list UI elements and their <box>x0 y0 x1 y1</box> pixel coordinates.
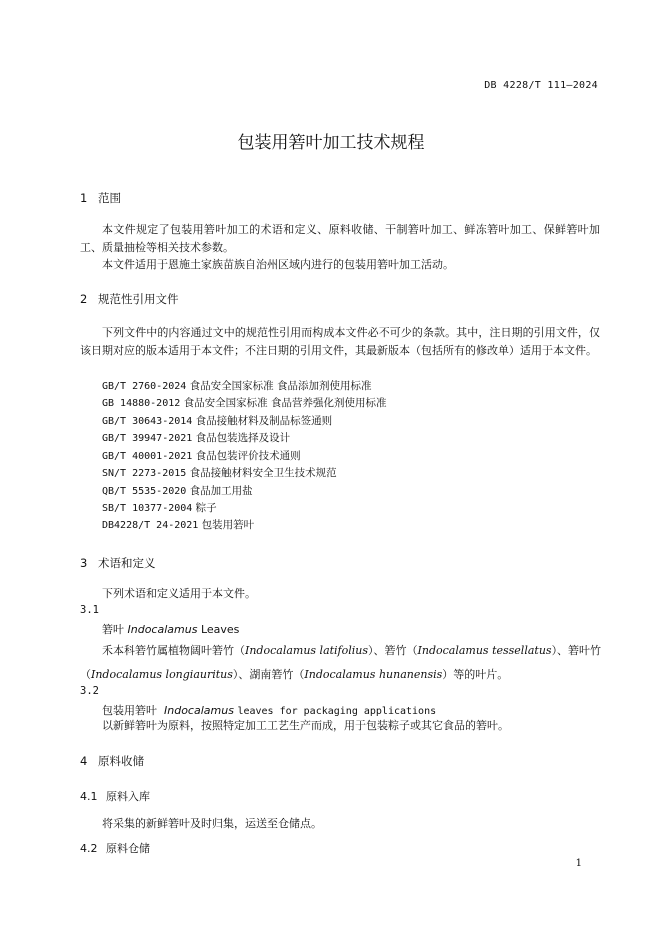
reference-item <box>102 517 254 532</box>
section-title: 术语和定义 <box>98 556 156 570</box>
definition-text: （ <box>80 668 91 681</box>
definition-text: ）、箬叶竹 <box>551 644 602 657</box>
section-number: 2 <box>80 292 88 306</box>
section-1-paragraph-2: 本文件适用于恩施土家族苗族自治州区域内进行的包装用箬叶加工活动。 <box>102 258 454 271</box>
reference-item <box>102 483 253 498</box>
term-latin: Indocalamus <box>164 704 234 717</box>
reference-item <box>102 500 217 515</box>
reference-title: 食品安全国家标准 食品添加剂使用标准 <box>189 380 372 392</box>
reference-code: GB/T 2760-2024 <box>102 381 187 392</box>
term-english: leaves for packaging applications <box>237 706 437 717</box>
subsection-4-2-heading <box>80 840 150 856</box>
section-number: 4 <box>80 754 88 768</box>
reference-item <box>102 378 371 393</box>
term-heading <box>102 621 239 637</box>
term-chinese: 包装用箬叶 <box>102 704 157 717</box>
subsection-4-1-heading <box>80 788 150 804</box>
reference-title: 食品包装选择及设计 <box>195 432 291 444</box>
reference-title: 食品加工用盐 <box>189 485 253 497</box>
page-number: 1 <box>575 858 582 869</box>
species-name: Indocalamus latifolius <box>245 644 369 657</box>
section-3-heading <box>80 555 156 571</box>
section-number: 1 <box>80 191 88 205</box>
section-2-paragraph: 下列文件中的内容通过文中的规范性引用而构成本文件必不可少的条款。其中，注日期的引用文件，仅该日期对应的版本适用于本文件；不注日期的引用文件，其最新版本（包括所有的修改单）适用于本文件。 <box>80 326 600 357</box>
reference-item <box>102 395 386 410</box>
section-title: 范围 <box>98 191 121 205</box>
section-3-intro: 下列术语和定义适用于本文件。 <box>102 587 256 600</box>
reference-code: SB/T 10377-2004 <box>102 503 193 514</box>
reference-code: DB4228/T 24-2021 <box>102 520 199 531</box>
document-number: DB 4228/T 111—2024 <box>484 80 598 91</box>
section-2-heading <box>80 291 179 307</box>
reference-code: GB/T 40001-2021 <box>102 451 193 462</box>
subsection-number: 4.1 <box>80 790 98 803</box>
reference-code: SN/T 2273-2015 <box>102 468 187 479</box>
section-4-heading <box>80 753 144 769</box>
page-title: 包装用箬叶加工技术规程 <box>237 133 425 153</box>
term-definition: 以新鲜箬叶为原料，按照特定加工工艺生产而成，用于包装粽子或其它食品的箬叶。 <box>102 719 509 732</box>
subsection-title: 原料入库 <box>106 790 150 803</box>
reference-title: 粽子 <box>195 502 217 514</box>
definition-text: ）、湖南箬竹（ <box>232 668 305 681</box>
reference-item <box>102 448 301 463</box>
subsection-number: 4.2 <box>80 842 98 855</box>
reference-code: GB/T 30643-2014 <box>102 416 193 427</box>
reference-title: 食品安全国家标准 食品营养强化剂使用标准 <box>183 397 387 409</box>
subsection-4-1-text: 将采集的新鲜箬叶及时归集，运送至仓储点。 <box>102 817 322 830</box>
species-name: Indocalamus hunanensis <box>304 668 443 681</box>
reference-title: 食品包装评价技术通则 <box>195 450 301 462</box>
subsection-title: 原料仓储 <box>106 842 150 855</box>
term-definition-line-2 <box>80 666 508 683</box>
reference-code: QB/T 5535-2020 <box>102 486 187 497</box>
definition-text: ）等的叶片。 <box>442 668 509 681</box>
reference-title: 包装用箬叶 <box>201 519 255 531</box>
reference-item <box>102 430 290 445</box>
term-chinese: 箬叶 <box>102 623 124 636</box>
reference-code: GB 14880-2012 <box>102 398 181 409</box>
section-1-heading <box>80 190 121 206</box>
species-name: Indocalamus tessellatus <box>417 644 552 657</box>
reference-title: 食品接触材料及制品标签通则 <box>195 415 333 427</box>
section-1-paragraph-1: 本文件规定了包装用箬叶加工的术语和定义、原料收储、干制箬叶加工、鲜冻箬叶加工、保鲜箬叶加工、质量抽检等相关技术参数。 <box>80 223 600 254</box>
term-latin: Indocalamus <box>127 623 198 636</box>
term-english: Leaves <box>200 623 240 636</box>
reference-code: GB/T 39947-2021 <box>102 433 193 444</box>
section-title: 原料收储 <box>98 754 144 768</box>
species-name: Indocalamus longiauritus <box>91 668 233 681</box>
section-number: 3 <box>80 556 88 570</box>
term-number: 3.2 <box>80 685 99 697</box>
reference-title: 食品接触材料安全卫生技术规范 <box>189 467 337 479</box>
definition-text: 禾本科箬竹属植物阔叶箬竹（ <box>102 644 245 657</box>
term-definition-line-1 <box>102 642 601 659</box>
term-heading <box>102 702 436 718</box>
term-number: 3.1 <box>80 604 99 616</box>
definition-text: ）、箬竹（ <box>368 644 418 657</box>
section-title: 规范性引用文件 <box>98 292 179 306</box>
reference-item <box>102 413 332 428</box>
reference-item <box>102 465 337 480</box>
